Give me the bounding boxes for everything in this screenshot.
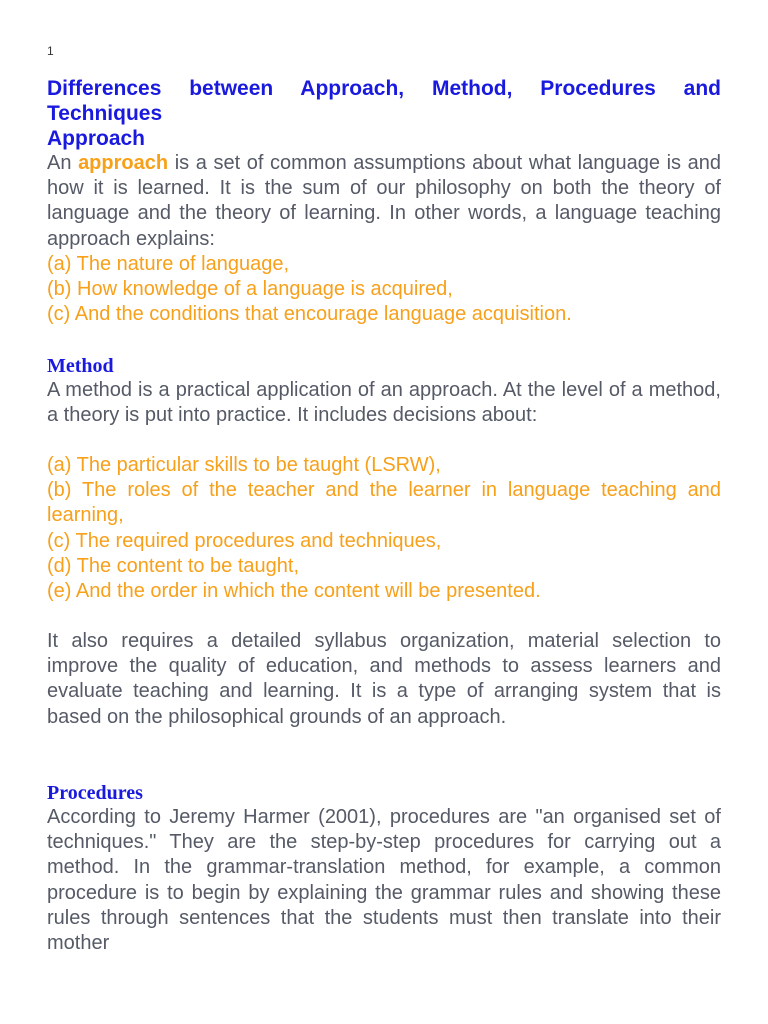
method-heading: Method (47, 355, 114, 377)
page-number: 1 (47, 44, 54, 58)
procedures-paragraph: According to Jeremy Harmer (2001), procedures are "an organised set of techniques." They are the step-by-step procedures for carrying out a method. In the grammar-translation method, for example, a common procedure is to begin by explaining the grammar rules and showing these rules through sentences that the students must then translate into their mother (47, 806, 721, 955)
document-title: Differences between Approach, Method, Procedures and Techniques (47, 77, 721, 125)
procedures-heading: Procedures (47, 782, 143, 804)
approach-list (47, 252, 721, 328)
list-item: (c) And the conditions that encourage language acquisition. (47, 303, 572, 326)
approach-heading: Approach (47, 127, 146, 150)
method-list (47, 453, 721, 604)
approach-intro (47, 151, 721, 252)
list-item: (b) The roles of the teacher and the learner in language teaching and learning, (47, 479, 721, 527)
approach-intro-text: is a set of common assumptions about what language is and how it is learned. It is the sum of our philosophy on both the theory of language and the theory of learning. In other words, a language teaching approach explains: (47, 152, 721, 250)
approach-intro-lead: An (47, 152, 79, 174)
list-item: (b) How knowledge of a language is acquired, (47, 278, 453, 301)
approach-keyword: approach (78, 152, 169, 174)
list-item: (a) The nature of language, (47, 253, 290, 275)
method-paragraph: It also requires a detailed syllabus organization, material selection to improve the quality of education, and methods to assess learners and evaluate teaching and learning. It is a type of arranging system that is based on the philosophical grounds of an approach. (47, 630, 721, 728)
list-item: (a) The particular skills to be taught (LSRW), (47, 454, 441, 476)
list-item: (d) The content to be taught, (47, 554, 300, 577)
method-intro: A method is a practical application of an approach. At the level of a method, a theory is put into practice. It includes decisions about: (47, 379, 721, 427)
list-item: (e) And the order in which the content will be presented. (47, 580, 541, 603)
list-item: (c) The required procedures and techniques, (47, 529, 442, 552)
